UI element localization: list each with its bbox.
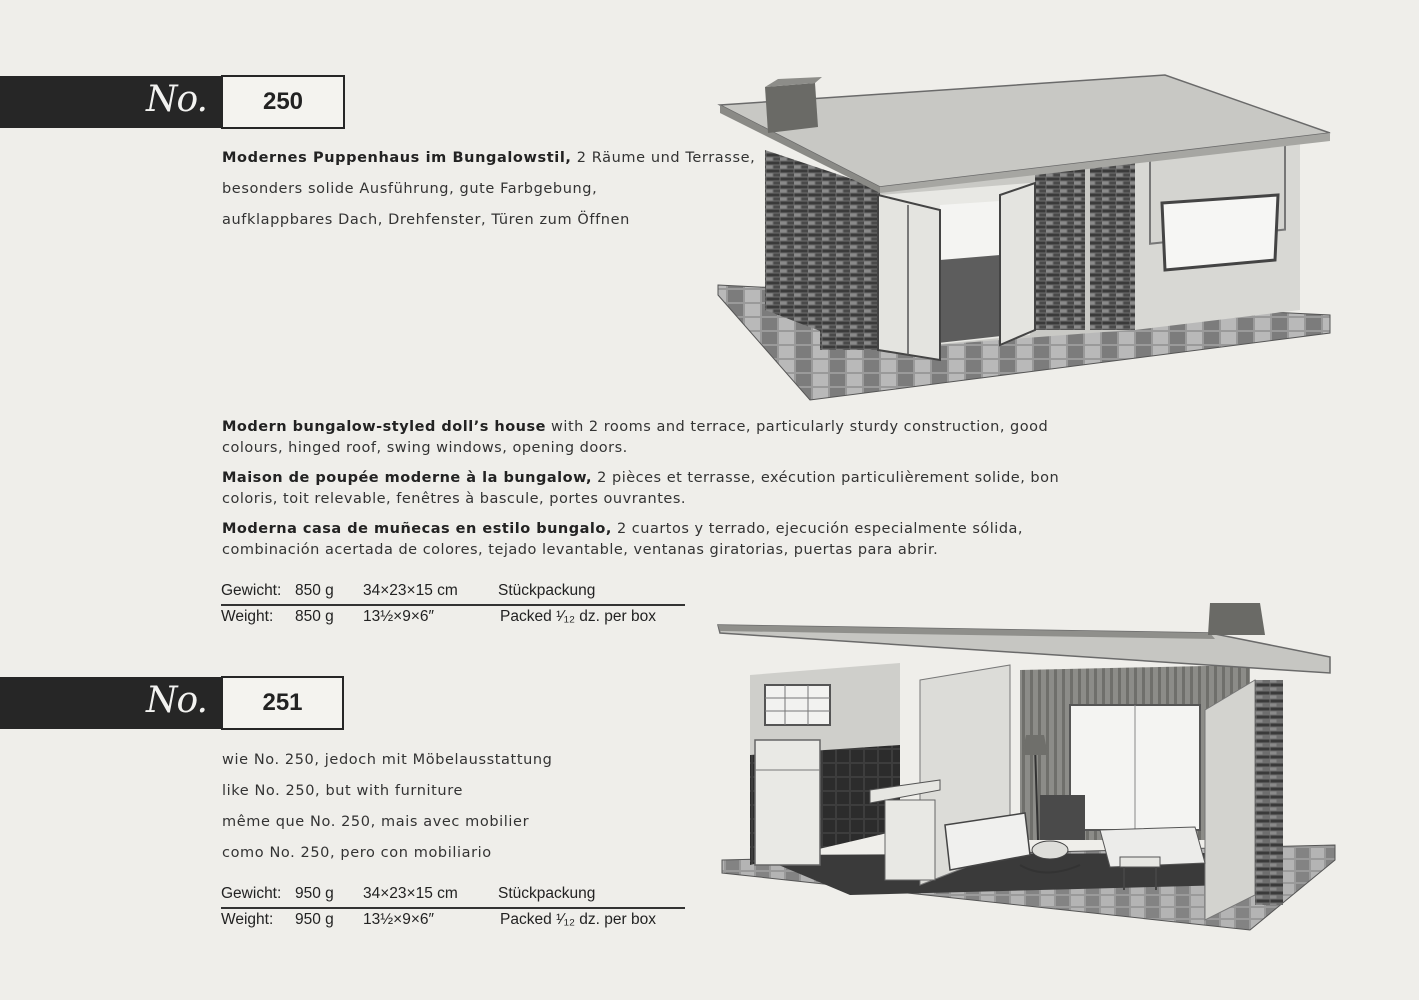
item-250-es-rest: 2 cuartos y terrado, ejecución especialmente sólida, combinación acertada de colores, tejado levantable, ventanas giratorias, puertas para abrir. — [222, 521, 1024, 558]
item-251-en-weight: 950 g — [295, 911, 334, 928]
item-250-en-weight: 850 g — [295, 608, 334, 625]
item-250-de-weight-label: Gewicht: — [221, 582, 282, 599]
item-251-de-weight: 950 g — [295, 885, 334, 902]
item-251-no-label: No. — [146, 680, 207, 721]
item-250-de-line3: aufklappbares Dach, Drehfenster, Türen zum Öffnen — [222, 212, 630, 228]
item-250-de-line2: besonders solide Ausführung, gute Farbgebung, — [222, 181, 598, 197]
item-250-de-pack: Stückpackung — [498, 582, 596, 599]
item-251-de-dims: 34×23×15 cm — [363, 885, 458, 902]
item-250-en-bold: Modern bungalow-styled doll’s house — [222, 419, 546, 435]
item-251-en-weight-label: Weight: — [221, 911, 274, 928]
item-251-en-pack: Packed ¹⁄₁₂ dz. per box — [500, 911, 656, 928]
item-250-de-line1 — [222, 150, 755, 166]
item-251-de-weight-label: Gewicht: — [221, 885, 282, 902]
item-250-en-dims: 13½×9×6″ — [363, 608, 434, 625]
item-250-fr-paragraph — [222, 468, 1087, 510]
item-251-number-box — [221, 676, 344, 730]
item-251-fr-line: même que No. 250, mais avec mobilier — [222, 814, 530, 830]
item-251-de-pack: Stückpackung — [498, 885, 596, 902]
item-250-es-paragraph — [222, 519, 1087, 561]
item-251-en-line: like No. 250, but with furniture — [222, 783, 463, 799]
item-250-de-dims: 34×23×15 cm — [363, 582, 458, 599]
item-250-es-bold: Moderna casa de muñecas en estilo bungalo, — [222, 521, 612, 537]
item-251-es-line: como No. 250, pero con mobiliario — [222, 845, 492, 861]
item-250-en-pack: Packed ¹⁄₁₂ dz. per box — [500, 608, 656, 625]
item-250-de-weight: 850 g — [295, 582, 334, 599]
item-250-fr-rest: 2 pièces et terrasse, exécution particulièrement solide, bon coloris, toit relevable, fenêtres à bascule, portes ouvrantes. — [222, 470, 1060, 507]
item-251-number: 251 — [262, 689, 303, 716]
bungalow-251-illustration — [710, 595, 1350, 940]
item-250-number-box — [221, 75, 345, 129]
bungalow-250-illustration — [710, 65, 1350, 410]
item-250-en-weight-label: Weight: — [221, 608, 274, 625]
item-251-en-dims: 13½×9×6″ — [363, 911, 434, 928]
item-250-de-rest: 2 Räume und Terrasse, — [571, 150, 756, 166]
item-250-number: 250 — [262, 88, 304, 115]
item-251-spec-rule — [221, 907, 685, 909]
item-250-spec-rule — [221, 604, 685, 606]
item-250-en-paragraph — [222, 417, 1087, 459]
item-250-fr-bold: Maison de poupée moderne à la bungalow, — [222, 470, 593, 486]
item-250-de-bold: Modernes Puppenhaus im Bungalowstil, — [222, 150, 572, 166]
item-250-en-rest: with 2 rooms and terrace, particularly sturdy construction, good colours, hinged roof, swing windows, opening doors. — [222, 419, 1049, 456]
item-251-de-line: wie No. 250, jedoch mit Möbelausstattung — [222, 752, 553, 768]
item-250-no-label: No. — [146, 79, 207, 120]
